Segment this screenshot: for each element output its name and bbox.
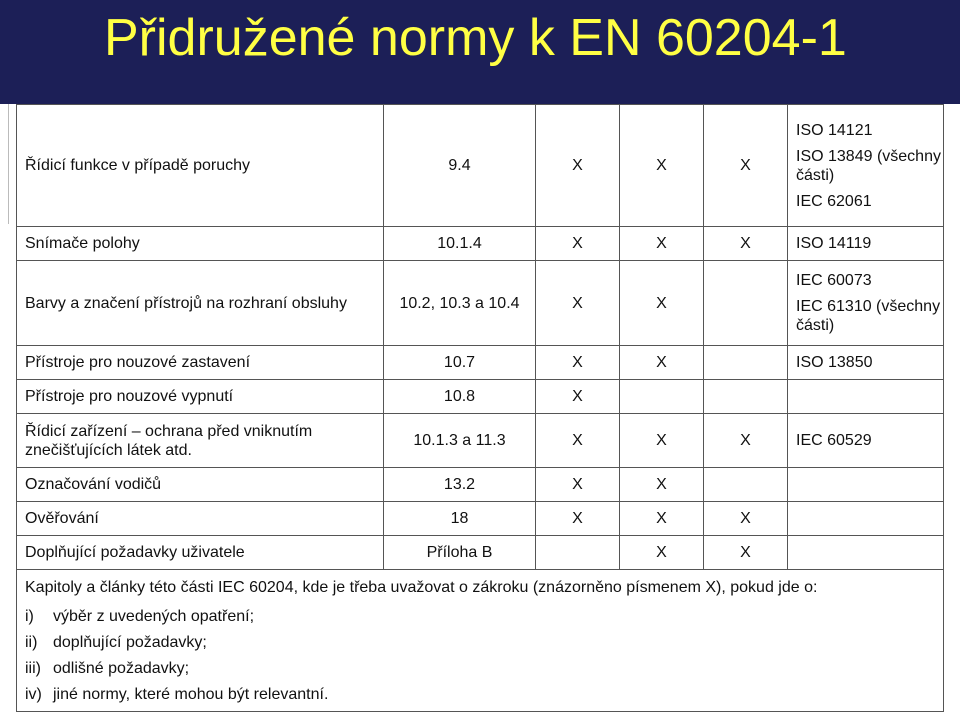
standard-ref: ISO 13849 (všechny části) (796, 147, 941, 184)
left-rule (8, 104, 9, 224)
mark-cell-i: X (536, 414, 620, 468)
standards-cell (788, 502, 944, 536)
requirement-cell: Přístroje pro nouzové zastavení (17, 346, 384, 380)
table-row (17, 414, 944, 468)
mark-cell-iii (704, 468, 788, 502)
title-bar (0, 0, 960, 100)
footnote-cell (17, 570, 944, 712)
mark-cell-ii: X (620, 502, 704, 536)
clause-cell: 18 (384, 502, 536, 536)
requirement-cell: Snímače polohy (17, 227, 384, 261)
clause-cell: 9.4 (384, 105, 536, 227)
mark-cell-iii: X (704, 414, 788, 468)
requirement-cell: Označování vodičů (17, 468, 384, 502)
footnote-item-text: odlišné požadavky; (53, 660, 190, 677)
footnote-item (25, 607, 943, 626)
standard-ref: IEC 61310 (všechny části) (796, 298, 941, 334)
mark-cell-ii: X (620, 261, 704, 346)
requirement-cell: Doplňující požadavky uživatele (17, 536, 384, 570)
mark-cell-ii: X (620, 105, 704, 227)
mark-cell-iii: X (704, 227, 788, 261)
mark-cell-ii: X (620, 536, 704, 570)
clause-cell: 13.2 (384, 468, 536, 502)
clause-cell: 10.1.3 a 11.3 (384, 414, 536, 468)
requirement-cell: Barvy a značení přístrojů na rozhraní obsluhy (17, 261, 384, 346)
mark-cell-iii (704, 380, 788, 414)
clause-cell: 10.7 (384, 346, 536, 380)
standards-cell (788, 261, 944, 346)
norms-table (16, 104, 944, 712)
clause-cell: Příloha B (384, 536, 536, 570)
standards-cell (788, 380, 944, 414)
mark-cell-i: X (536, 346, 620, 380)
standard-ref: ISO 14119 (796, 235, 872, 252)
slide-title: Přidružené normy k EN 60204-1 (104, 9, 847, 67)
table-row (17, 502, 944, 536)
standard-ref: IEC 62061 (796, 192, 872, 210)
footnote-item-text: jiné normy, které mohou být relevantní. (53, 686, 329, 703)
clause-cell: 10.8 (384, 380, 536, 414)
standard-ref: ISO 13850 (796, 354, 873, 371)
table-row (17, 105, 944, 227)
footnote-marker: i) (25, 608, 34, 625)
mark-cell-i: X (536, 261, 620, 346)
standards-cell (788, 536, 944, 570)
footnote-item-text: výběr z uvedených opatření; (53, 608, 255, 625)
mark-cell-i: X (536, 227, 620, 261)
standards-cell (788, 346, 944, 380)
standards-cell (788, 414, 944, 468)
table-row (17, 261, 944, 346)
footnote-item (25, 659, 943, 678)
mark-cell-iii (704, 346, 788, 380)
standard-ref: IEC 60073 (796, 272, 872, 289)
mark-cell-i: X (536, 380, 620, 414)
footnote-item (25, 633, 943, 652)
standards-cell (788, 105, 944, 227)
mark-cell-ii: X (620, 346, 704, 380)
footnote-marker: iii) (25, 660, 41, 677)
mark-cell-ii (620, 380, 704, 414)
footnote-marker: ii) (25, 634, 38, 651)
requirement-cell: Přístroje pro nouzové vypnutí (17, 380, 384, 414)
table-row (17, 468, 944, 502)
standard-ref: ISO 14121 (796, 121, 873, 139)
footnote-marker: iv) (25, 686, 42, 703)
mark-cell-ii: X (620, 414, 704, 468)
standards-cell (788, 227, 944, 261)
mark-cell-iii: X (704, 536, 788, 570)
mark-cell-ii: X (620, 227, 704, 261)
mark-cell-ii: X (620, 468, 704, 502)
footnote-text: Kapitoly a články této části IEC 60204, kde je třeba uvažovat o zákroku (znázorněno písmenem X), pokud jde o: (25, 579, 818, 596)
mark-cell-i: X (536, 468, 620, 502)
table-row (17, 380, 944, 414)
table-row (17, 536, 944, 570)
note-row (17, 570, 944, 712)
table-row (17, 227, 944, 261)
standards-cell (788, 468, 944, 502)
clause-cell: 10.1.4 (384, 227, 536, 261)
mark-cell-iii: X (704, 502, 788, 536)
footnote-item-text: doplňující požadavky; (53, 634, 207, 651)
mark-cell-i: X (536, 105, 620, 227)
standard-ref: IEC 60529 (796, 432, 872, 449)
mark-cell-i (536, 536, 620, 570)
table-row (17, 346, 944, 380)
requirement-cell: Řídicí zařízení – ochrana před vniknutím znečišťujících látek atd. (17, 414, 384, 468)
mark-cell-i: X (536, 502, 620, 536)
clause-cell: 10.2, 10.3 a 10.4 (384, 261, 536, 346)
footnote-item (25, 685, 943, 704)
requirement-cell: Ověřování (17, 502, 384, 536)
requirement-cell: Řídicí funkce v případě poruchy (17, 105, 384, 227)
mark-cell-iii: X (704, 105, 788, 227)
mark-cell-iii (704, 261, 788, 346)
